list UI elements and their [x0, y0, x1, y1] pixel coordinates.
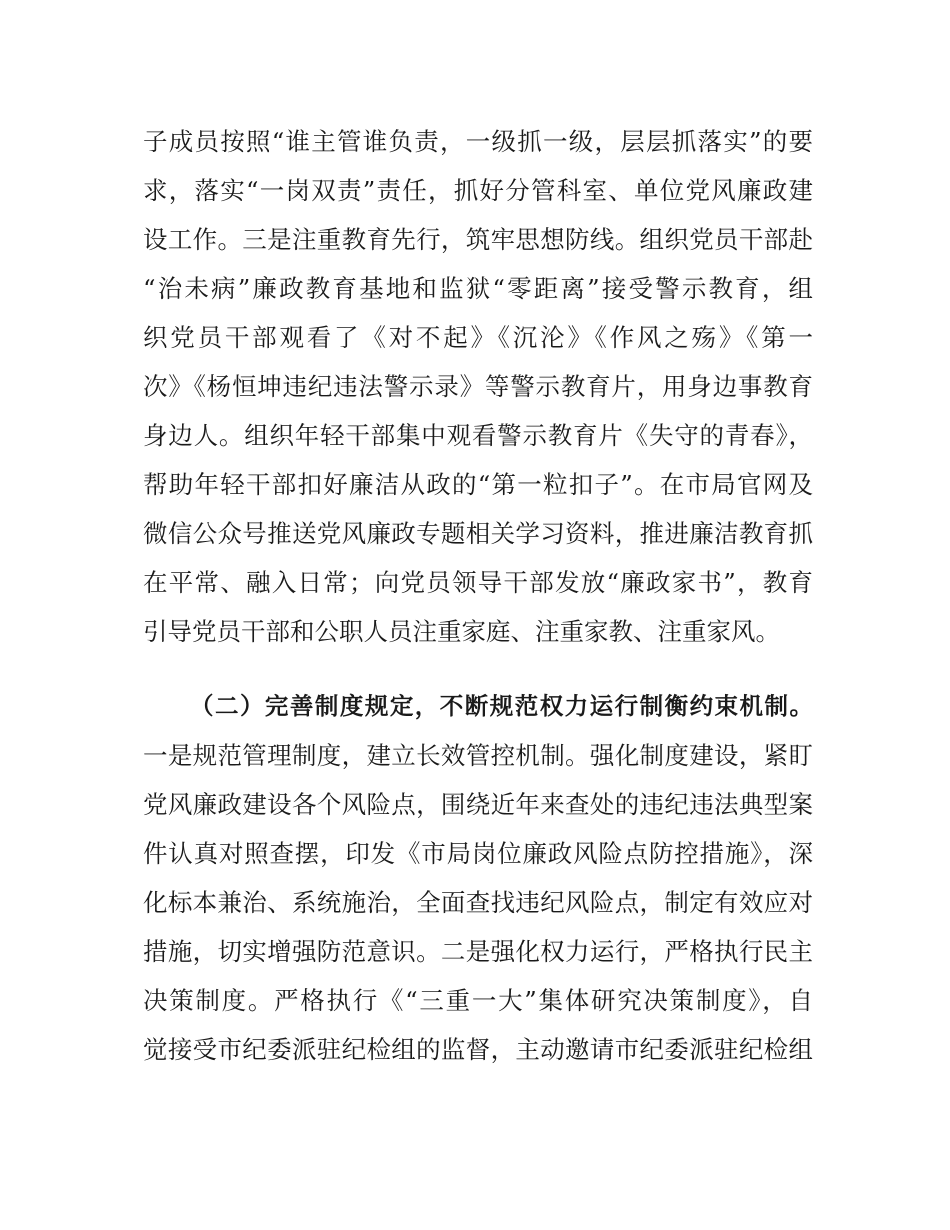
paragraph-2-line: 件认真对照查摆，印发《市局岗位廉政风险点防控措施》，深 [143, 839, 813, 868]
paragraph-2-line: 一是规范管理制度，建立长效管控机制。强化制度建设，紧盯 [143, 741, 813, 770]
paragraph-1-line: 身边人。组织年轻干部集中观看警示教育片《失守的青春》， [143, 421, 813, 450]
paragraph-1-line: 微信公众号推送党风廉政专题相关学习资料，推进廉洁教育抓 [143, 519, 813, 548]
paragraph-1-line: 在平常、融入日常；向党员领导干部发放“廉政家书”，教育 [143, 568, 813, 597]
paragraph-2-line: 措施，切实增强防范意识。二是强化权力运行，严格执行民主 [143, 937, 813, 966]
section-heading: （二）完善制度规定，不断规范权力运行制衡约束机制。 [190, 692, 813, 720]
paragraph-1-line: 引导党员干部和公职人员注重家庭、注重家教、注重家风。 [143, 617, 780, 646]
paragraph-2-line: 决策制度。严格执行《“三重一大”集体研究决策制度》，自 [143, 986, 813, 1015]
paragraph-1-line: 子成员按照“谁主管谁负责，一级抓一级，层层抓落实”的要 [143, 127, 813, 156]
paragraph-1-line: 求，落实“一岗双责”责任，抓好分管科室、单位党风廉政建 [143, 176, 813, 205]
paragraph-1-line: 次》《杨恒坤违纪违法警示录》等警示教育片，用身边事教育 [143, 372, 813, 401]
paragraph-2-line: 觉接受市纪委派驻纪检组的监督，主动邀请市纪委派驻纪检组 [143, 1035, 813, 1064]
paragraph-1-line: 帮助年轻干部扣好廉洁从政的“第一粒扣子”。在市局官网及 [143, 470, 813, 499]
paragraph-1-line: 设工作。三是注重教育先行，筑牢思想防线。组织党员干部赴 [143, 225, 813, 254]
paragraph-1-line: 织党员干部观看了《对不起》《沉沦》《作风之殇》《第一 [143, 323, 813, 352]
paragraph-2-line: 党风廉政建设各个风险点，围绕近年来查处的违纪违法典型案 [143, 790, 813, 819]
paragraph-1-line: “治未病”廉政教育基地和监狱“零距离”接受警示教育，组 [143, 274, 813, 303]
paragraph-2-line: 化标本兼治、系统施治，全面查找违纪风险点，制定有效应对 [143, 888, 813, 917]
